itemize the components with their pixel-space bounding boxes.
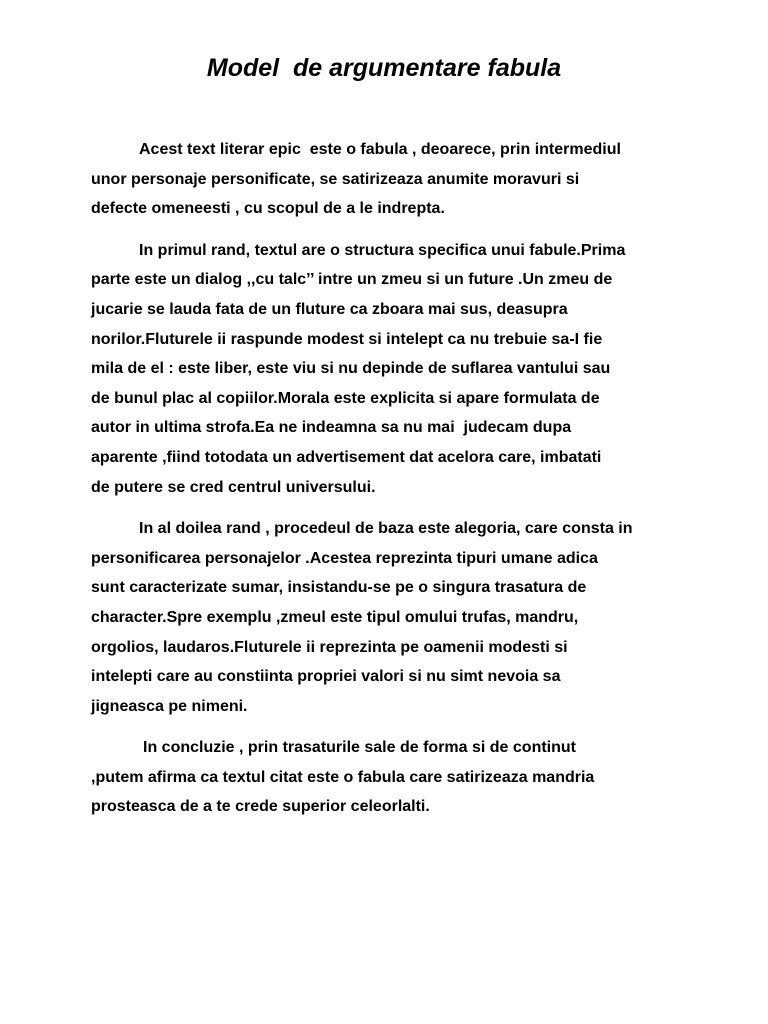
- paragraph-line: mila de el : este liber, este viu si nu depinde de suflarea vantului sau: [91, 360, 611, 378]
- paragraph-line: jucarie se lauda fata de un fluture ca zboara mai sus, deasupra: [91, 300, 568, 318]
- paragraph-line: norilor.Fluturele ii raspunde modest si intelept ca nu trebuie sa-I fie: [91, 330, 603, 348]
- paragraph-line: defecte omeneesti , cu scopul de a le indrepta.: [91, 200, 445, 218]
- paragraph-2: [91, 236, 691, 502]
- paragraph-line: ,putem afirma ca textul citat este o fabula care satirizeaza mandria: [91, 768, 595, 786]
- paragraph-line: autor in ultima strofa.Ea ne indeamna sa nu mai judecam dupa: [91, 419, 572, 437]
- document-title: Model de argumentare fabula: [206, 54, 562, 82]
- paragraph-line: de putere se cred centrul universului.: [91, 478, 376, 496]
- paragraph-line: In al doilea rand , procedeul de baza este alegoria, care consta in: [139, 520, 633, 538]
- paragraph-line: personificarea personajelor .Acestea reprezinta tipuri umane adica: [91, 549, 598, 567]
- paragraph-line: In primul rand, textul are o structura specifica unui fabule.Prima: [139, 241, 626, 259]
- paragraph-line: jigneasca pe nimeni.: [91, 697, 248, 715]
- document-body: [91, 135, 691, 834]
- paragraph-line: prosteasca de a te crede superior celeorlalti.: [91, 798, 430, 816]
- paragraph-line: In concluzie , prin trasaturile sale de forma si de continut: [143, 739, 576, 757]
- paragraph-line: intelepti care au constiinta propriei valori si nu simt nevoia sa: [91, 668, 561, 686]
- paragraph-line: parte este un dialog ,,cu talc’’ intre un zmeu si un future .Un zmeu de: [91, 271, 613, 289]
- paragraph-line: de bunul plac al copiilor.Morala este explicita si apare formulata de: [91, 389, 600, 407]
- paragraph-line: unor personaje personificate, se satirizeaza anumite moravuri si: [91, 170, 580, 188]
- paragraph-line: aparente ,fiind totodata un advertisement dat acelora care, imbatati: [91, 448, 602, 466]
- paragraph-1: [91, 135, 691, 224]
- paragraph-line: Acest text literar epic este o fabula , deoarece, prin intermediul: [139, 141, 621, 158]
- paragraph-3: [91, 514, 691, 721]
- paragraph-line: sunt caracterizate sumar, insistandu-se pe o singura trasatura de: [91, 579, 587, 597]
- paragraph-line: character.Spre exemplu ,zmeul este tipul omului trufas, mandru,: [91, 608, 579, 626]
- paragraph-4: [91, 733, 691, 822]
- paragraph-line: orgolios, laudaros.Fluturele ii reprezinta pe oamenii modesti si: [91, 638, 568, 656]
